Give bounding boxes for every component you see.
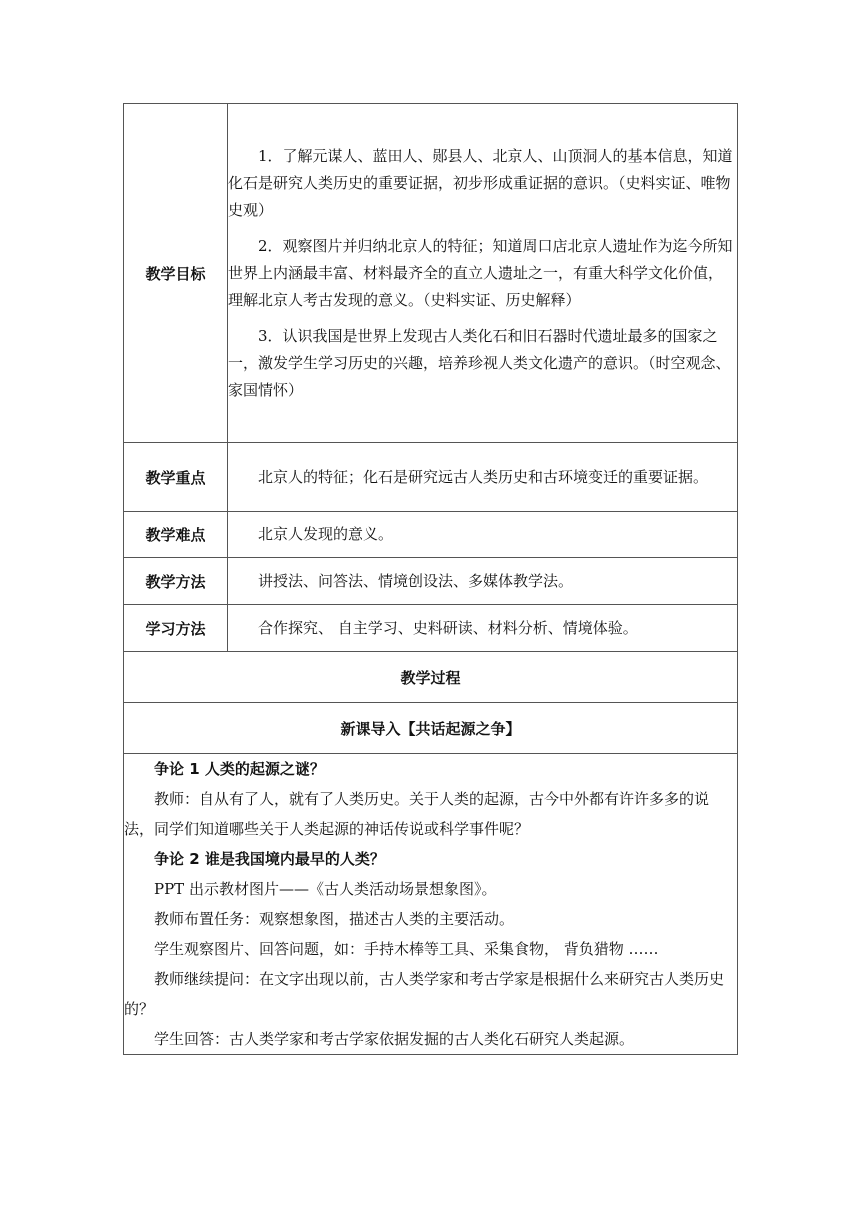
paragraph: 教师：自从有了人，就有了人类历史。关于人类的起源，古今中外都有许许多多的说法，同学们知道哪些关于人类起源的神话传说或科学事件呢？ [124, 790, 710, 838]
learning-label: 学习方法 [124, 605, 228, 652]
methods-text: 讲授法、问答法、情境创设法、多媒体教学法。 [258, 571, 574, 590]
key-points-row [124, 443, 738, 512]
section-title: 新课导入【共话起源之争】 [124, 703, 738, 754]
key-points-content [228, 443, 738, 512]
paragraph: 教师布置任务：观察想象图，描述古人类的主要活动。 [154, 910, 515, 928]
difficulties-row [124, 512, 738, 558]
learning-text: 合作探究、 自主学习、史料研读、材料分析、情境体验。 [258, 618, 638, 637]
learning-content [228, 605, 738, 652]
objectives-content [228, 104, 738, 443]
objectives-label: 教学目标 [124, 104, 228, 443]
process-content [124, 754, 738, 1055]
process-content-row [124, 754, 738, 1055]
methods-row [124, 558, 738, 605]
lesson-plan-table [123, 103, 738, 1055]
difficulties-content [228, 512, 738, 558]
difficulties-label: 教学难点 [124, 512, 228, 558]
difficulties-text: 北京人发现的意义。 [258, 525, 394, 543]
objective-item: 3．认识我国是世界上发现古人类化石和旧石器时代遗址最多的国家之一，激发学生学习历史的兴趣，培养珍视人类文化遗产的意识。（时空观念、家国情怀） [228, 326, 731, 399]
learning-row [124, 605, 738, 652]
objectives-row [124, 104, 738, 443]
key-points-label: 教学重点 [124, 443, 228, 512]
key-points-text: 北京人的特征；化石是研究远古人类历史和古环境变迁的重要证据。 [258, 467, 709, 486]
section-title-row [124, 703, 738, 754]
paragraph: PPT 出示教材图片——《古人类活动场景想象图》。 [154, 880, 497, 898]
paragraph: 教师继续提问：在文字出现以前，古人类学家和考古学家是根据什么来研究古人类历史的？ [124, 970, 725, 1018]
objective-item: 1．了解元谋人、蓝田人、郧县人、北京人、山顶洞人的基本信息，知道化石是研究人类历史的重要证据，初步形成重证据的意识。（史料实证、唯物史观） [228, 146, 733, 219]
paragraph: 学生回答：古人类学家和考古学家依据发掘的古人类化石研究人类起源。 [154, 1030, 635, 1048]
methods-label: 教学方法 [124, 558, 228, 605]
process-title: 教学过程 [124, 652, 738, 703]
dispute-heading: 争论 2 谁是我国境内最早的人类？ [154, 850, 385, 868]
process-title-row [124, 652, 738, 703]
paragraph: 学生观察图片、回答问题，如：手持木棒等工具、采集食物， 背负猎物 …… [154, 940, 659, 958]
objective-item: 2．观察图片并归纳北京人的特征；知道周口店北京人遗址作为迄今所知世界上内涵最丰富、材料最齐全的直立人遗址之一，有重大科学文化价值，理解北京人考古发现的意义。（史料实证、历史解释） [228, 236, 733, 309]
methods-content [228, 558, 738, 605]
dispute-heading: 争论 1 人类的起源之谜？ [154, 760, 325, 778]
